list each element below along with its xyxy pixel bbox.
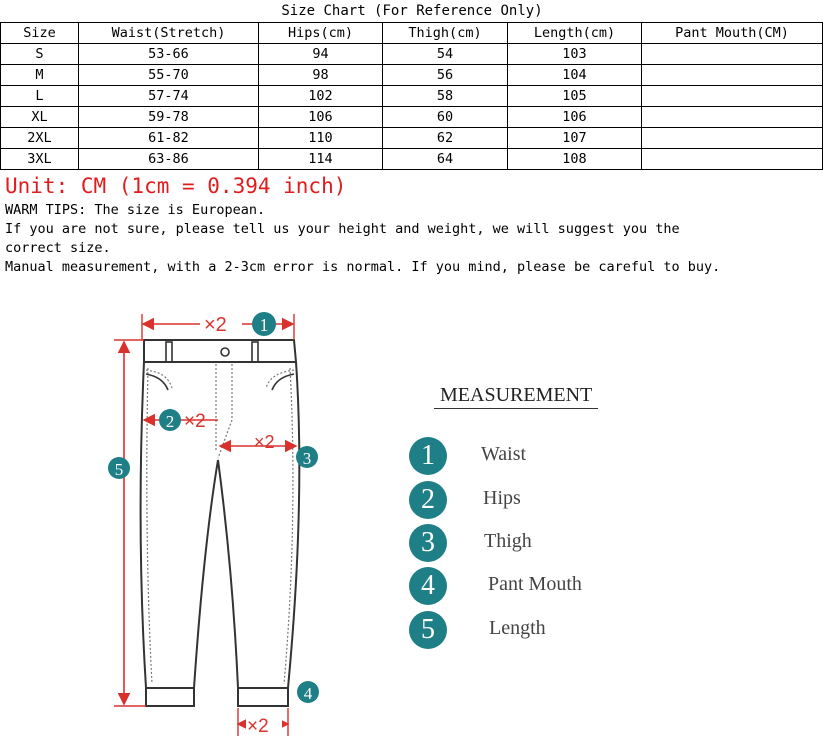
table-row bbox=[1, 65, 823, 86]
table-cell: 105 bbox=[508, 86, 642, 107]
table-cell: 106 bbox=[508, 107, 642, 128]
table-row bbox=[1, 86, 823, 107]
legend-label: Waist bbox=[481, 443, 527, 465]
table-cell bbox=[642, 128, 823, 149]
thigh-multiplier: ×2 bbox=[254, 432, 275, 452]
table-cell: 114 bbox=[259, 149, 383, 170]
tip-line: If you are not sure, please tell us your height and weight, we will suggest you the bbox=[5, 221, 680, 237]
marker-1: 1 bbox=[259, 315, 269, 335]
table-cell bbox=[642, 107, 823, 128]
legend-number: 2 bbox=[409, 481, 447, 519]
marker-4: 4 bbox=[303, 684, 313, 703]
table-cell: 107 bbox=[508, 128, 642, 149]
table-cell: 103 bbox=[508, 44, 642, 65]
table-cell bbox=[642, 44, 823, 65]
table-cell: 60 bbox=[383, 107, 508, 128]
table-cell: XL bbox=[1, 107, 79, 128]
table-row bbox=[1, 44, 823, 65]
table-cell: 108 bbox=[508, 149, 642, 170]
table-cell: 61-82 bbox=[79, 128, 259, 149]
legend-number: 4 bbox=[409, 567, 447, 605]
table-cell: 104 bbox=[508, 65, 642, 86]
waist-multiplier: ×2 bbox=[204, 314, 227, 336]
table-cell: 102 bbox=[259, 86, 383, 107]
table-cell: 54 bbox=[383, 44, 508, 65]
size-table bbox=[0, 22, 823, 170]
table-cell: 98 bbox=[259, 65, 383, 86]
marker-2: 2 bbox=[165, 412, 175, 431]
legend-number: 5 bbox=[409, 611, 447, 649]
table-header-row bbox=[1, 23, 823, 44]
hips-multiplier: ×2 bbox=[184, 411, 206, 432]
measurement-title: MEASUREMENT bbox=[434, 384, 598, 409]
table-cell: 3XL bbox=[1, 149, 79, 170]
header-cell: Waist(Stretch) bbox=[79, 23, 259, 44]
table-row bbox=[1, 149, 823, 170]
table-cell: 55-70 bbox=[79, 65, 259, 86]
unit-note: Unit: CM (1cm = 0.394 inch) bbox=[5, 174, 347, 198]
table-cell bbox=[642, 86, 823, 107]
table-cell: S bbox=[1, 44, 79, 65]
legend-label: Thigh bbox=[484, 530, 532, 552]
marker-5: 5 bbox=[114, 460, 124, 479]
header-cell: Pant Mouth(CM) bbox=[642, 23, 823, 44]
table-row bbox=[1, 128, 823, 149]
size-chart-title: Size Chart (For Reference Only) bbox=[281, 3, 543, 19]
table-cell: 59-78 bbox=[79, 107, 259, 128]
tip-line: Manual measurement, with a 2-3cm error is normal. If you mind, please be careful to buy. bbox=[5, 259, 721, 275]
legend-number: 3 bbox=[409, 524, 447, 562]
table-cell: 106 bbox=[259, 107, 383, 128]
table-cell: 57-74 bbox=[79, 86, 259, 107]
pants-diagram bbox=[100, 300, 330, 750]
legend-label: Length bbox=[489, 617, 546, 639]
table-cell: 64 bbox=[383, 149, 508, 170]
pants-details bbox=[146, 342, 294, 390]
pants-outline bbox=[141, 340, 300, 706]
table-cell bbox=[642, 65, 823, 86]
table-row bbox=[1, 107, 823, 128]
legend-label: Pant Mouth bbox=[488, 573, 582, 595]
table-cell: 110 bbox=[259, 128, 383, 149]
header-cell: Thigh(cm) bbox=[383, 23, 508, 44]
table-cell: 53-66 bbox=[79, 44, 259, 65]
table-cell: L bbox=[1, 86, 79, 107]
legend-label: Hips bbox=[483, 487, 521, 509]
table-cell: 58 bbox=[383, 86, 508, 107]
warm-tips: WARM TIPS: The size is European. bbox=[5, 202, 266, 218]
header-cell: Hips(cm) bbox=[259, 23, 383, 44]
table-cell: 62 bbox=[383, 128, 508, 149]
legend-number: 1 bbox=[409, 437, 447, 475]
header-cell: Length(cm) bbox=[508, 23, 642, 44]
table-cell: 56 bbox=[383, 65, 508, 86]
table-cell: 94 bbox=[259, 44, 383, 65]
header-cell: Size bbox=[1, 23, 79, 44]
table-cell bbox=[642, 149, 823, 170]
marker-3: 3 bbox=[302, 449, 312, 468]
table-cell: 2XL bbox=[1, 128, 79, 149]
table-cell: M bbox=[1, 65, 79, 86]
mouth-multiplier: ×2 bbox=[247, 716, 269, 737]
tip-line: correct size. bbox=[5, 240, 111, 256]
table-cell: 63-86 bbox=[79, 149, 259, 170]
